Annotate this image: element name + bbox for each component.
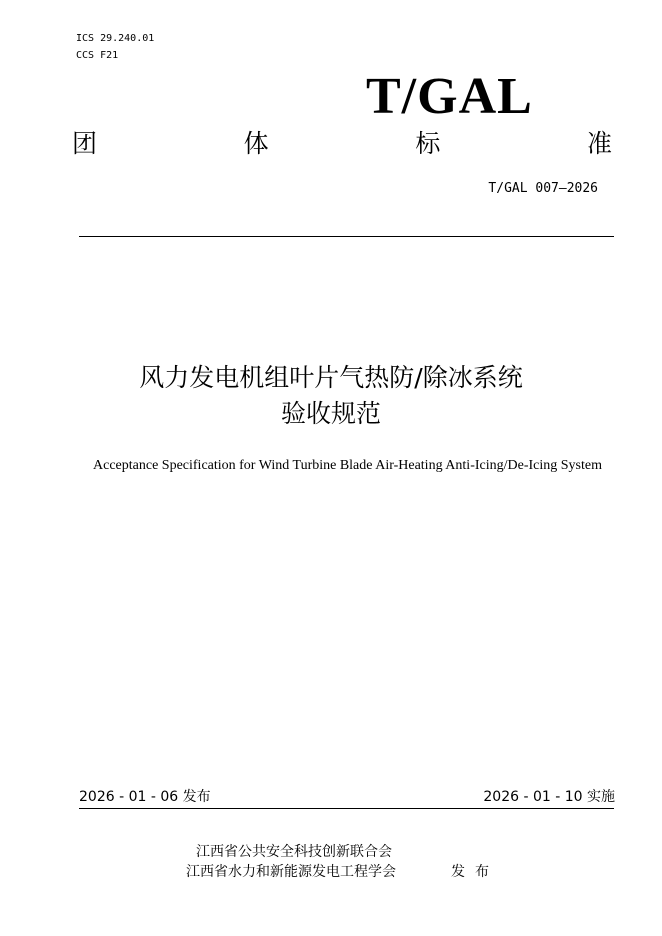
publish-label: 发布 [451,864,499,880]
chinese-title-line-1: 风力发电机组叶片气热防/除冰系统 [139,363,523,392]
publisher-org-1: 江西省公共安全科技创新联合会 [196,844,392,860]
standard-type-char: 标 [415,129,441,158]
standard-type-char: 体 [243,129,269,158]
standard-type-char: 准 [586,129,612,158]
chinese-title-line-2: 验收规范 [280,399,381,428]
standard-logo: T/GAL [366,68,533,125]
top-divider [79,236,614,237]
issue-date: 2026 - 01 - 06 发布 [79,789,211,805]
ics-code: ICS 29.240.01 [76,33,155,44]
standard-type-heading [72,128,612,160]
bottom-divider [79,808,614,809]
english-title: Acceptance Specification for Wind Turbine Blade Air-Heating Anti-Icing/De-Icing System [93,458,602,473]
standard-type-char: 团 [72,129,98,158]
implementation-date: 2026 - 01 - 10 实施 [483,789,615,805]
publisher-org-2: 江西省水力和新能源发电工程学会 [186,864,396,880]
standard-code: T/GAL 007—2026 [488,181,598,196]
ccs-code: CCS F21 [76,50,119,61]
